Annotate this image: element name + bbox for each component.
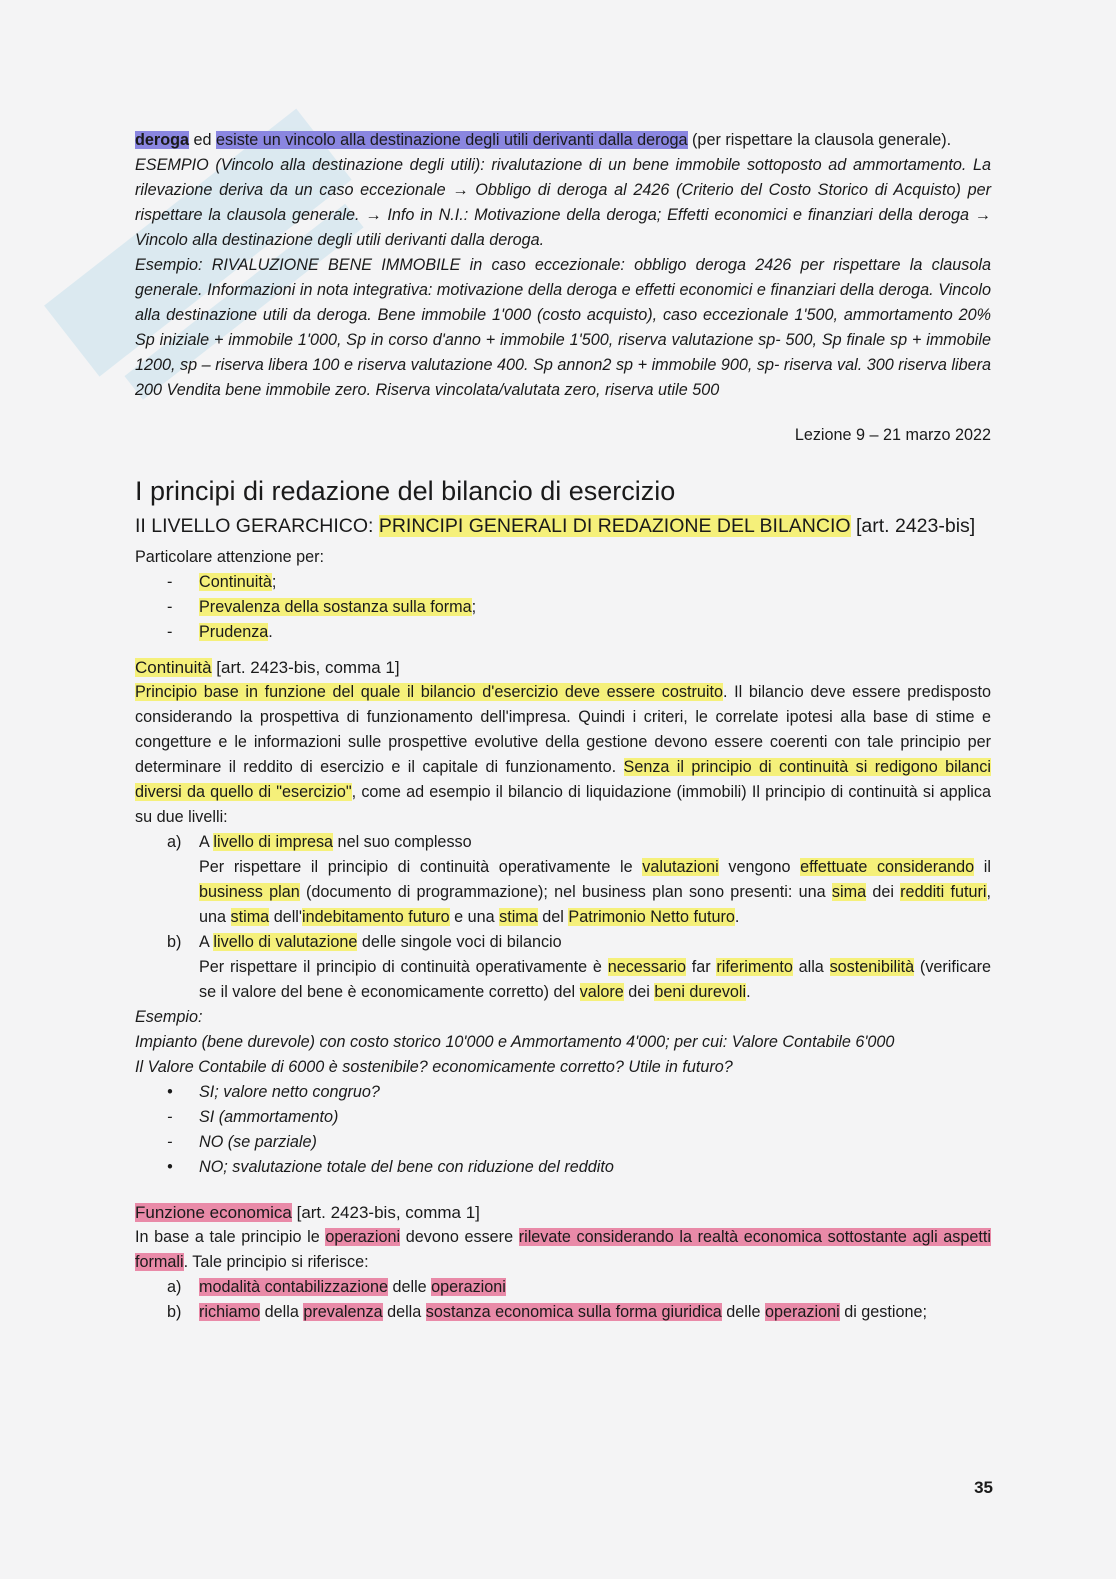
- example-line-1: Impianto (bene durevole) con costo storico 10'000 e Ammortamento 4'000; per cui: Valore Contabile 6'000: [135, 1033, 895, 1051]
- level-highlight: PRINCIPI GENERALI DI REDAZIONE DEL BILANCIO: [378, 515, 851, 537]
- page-number: 35: [974, 1478, 993, 1497]
- principle-suffix: ;: [471, 598, 477, 616]
- attention-label: Particolare attenzione per:: [135, 548, 324, 566]
- list-item: • NO; svalutazione totale del bene con riduzione del reddito: [167, 1158, 614, 1176]
- continuity-text-2: , come ad esempio il bilancio di liquidazione (immobili) Il principio di continuità si applica su due livelli:: [135, 783, 991, 826]
- principle-suffix: ;: [271, 573, 277, 591]
- principle-label: Continuità: [199, 573, 272, 591]
- continuity-text-1: . Il bilancio deve essere predisposto considerando la prospettiva di funzionamento dell'impresa. Quindi i criteri, le correlate ipotesi alla base di stime e congetture e le informazioni sulle prospettive evolutive della gestione devono essere coerenti con tale principio per determinare il reddito di esercizio e il capitale di funzionamento.: [135, 683, 991, 776]
- continuity-highlight-2: Senza il principio di continuità si redigono bilanci diversi da quello di "esercizio": [135, 758, 991, 801]
- item-text: delle singole voci di bilancio: [357, 933, 562, 951]
- item-text: A: [199, 933, 214, 951]
- level-b-description: Per rispettare il principio di continuità operativamente è necessario far riferimento alla sostenibilità (verificare se il valore del bene è economicamente corretto) del valore dei beni durevoli.: [199, 958, 991, 1001]
- item-text: A: [199, 833, 214, 851]
- principle-suffix: .: [268, 623, 273, 641]
- level-a-item: [135, 830, 991, 855]
- level-a-description: Per rispettare il principio di continuità operativamente le valutazioni vengono effettuate considerando il business plan (documento di programmazione); nel business plan sono presenti: una sima dei redditi futuri, una stima dell'indebitamento futuro e una stima del Patrimonio Netto futuro.: [199, 858, 991, 926]
- economic-item-b: b) richiamo della prevalenza della sostanza economica sulla forma giuridica delle operazioni di gestione;: [167, 1303, 927, 1321]
- lesson-date: Lezione 9 – 21 marzo 2022: [794, 426, 991, 444]
- economic-ref: [art. 2423-bis, comma 1]: [291, 1203, 480, 1222]
- continuity-highlight-1: Principio base in funzione del quale il bilancio d'esercizio deve essere costruito: [135, 683, 723, 701]
- example-label: Esempio:: [135, 1008, 203, 1026]
- economic-title: Funzione economica: [135, 1203, 292, 1222]
- highlight-vincolo: esiste un vincolo alla destinazione degli utili derivanti dalla deroga: [216, 131, 688, 149]
- principle-label: Prevalenza della sostanza sulla forma: [199, 598, 472, 616]
- example-2: Esempio: RIVALUZIONE BENE IMMOBILE in caso eccezionale: obbligo deroga 2426 per rispettare la clausola generale. Informazioni in nota integrativa: motivazione della deroga e effetti economici e finanziari della deroga. Vincolo alla destinazione utili da deroga. Bene immobile 1'000 (costo acquisto), caso eccezionale 1'500, ammortamento 20% Sp iniziale + immobile 1'000, Sp in corso d'anno + immobile 1'500, riserva valutazione sp- 500, Sp finale sp + immobile 1200, sp – riserva libera 100 e riserva valutazione 400. Sp annon2 sp + immobile 900, sp- riserva val. 300 riserva libera 200 Vendita bene immobile zero. Riserva vincolata/valutata zero, riserva utile 500: [135, 256, 991, 399]
- highlight-deroga: deroga: [135, 131, 189, 149]
- example-1: ESEMPIO (Vincolo alla destinazione degli utili): rivalutazione di un bene immobile sottoposto ad ammortamento. La rilevazione deriva da un caso eccezionale → Obbligo di deroga al 2426 (Criterio del Costo Storico di Acquisto) per rispettare la clausola generale. → Info in N.I.: Motivazione della deroga; Effetti economici e finanziari della deroga → Vincolo alla destinazione degli utili derivanti dalla deroga.: [135, 156, 991, 249]
- principle-label: Prudenza: [199, 623, 269, 641]
- list-item: - NO (se parziale): [167, 1133, 317, 1151]
- continuity-paragraph: [135, 680, 991, 830]
- level-b-item: [135, 930, 991, 955]
- economic-item-a: a) modalità contabilizzazione delle operazioni: [167, 1278, 506, 1296]
- list-item: - Prudenza.: [167, 623, 273, 641]
- item-text: nel suo complesso: [333, 833, 472, 851]
- principles-list: [135, 570, 991, 645]
- intro-paragraph: [135, 128, 991, 153]
- item-highlight: livello di valutazione: [213, 933, 358, 951]
- item-mark: b): [167, 933, 182, 951]
- list-item: - Continuità;: [167, 573, 277, 591]
- economic-heading: [135, 1200, 991, 1225]
- intro-text-1: ed: [188, 131, 216, 149]
- level-heading: [135, 512, 991, 541]
- list-item: - Prevalenza della sostanza sulla forma;: [167, 598, 477, 616]
- example-line-2: Il Valore Contabile di 6000 è sostenibile? economicamente corretto? Utile in futuro?: [135, 1058, 733, 1076]
- example-list: [135, 1080, 991, 1180]
- level-prefix: II LIVELLO GERARCHICO:: [135, 515, 379, 537]
- continuity-ref: [art. 2423-bis, comma 1]: [211, 658, 400, 677]
- continuity-heading: [135, 655, 991, 680]
- continuity-title: Continuità: [135, 658, 212, 677]
- list-item: • SI; valore netto congruo?: [167, 1083, 380, 1101]
- item-mark: a): [167, 833, 182, 851]
- section-title: I principi di redazione del bilancio di esercizio: [135, 476, 676, 506]
- list-item: - SI (ammortamento): [167, 1108, 339, 1126]
- level-suffix: [art. 2423-bis]: [850, 515, 976, 537]
- intro-text-2: (per rispettare la clausola generale).: [687, 131, 952, 149]
- economic-paragraph: In base a tale principio le operazioni devono essere rilevate considerando la realtà economica sottostante agli aspetti formali. Tale principio si riferisce:: [135, 1228, 991, 1271]
- item-highlight: livello di impresa: [213, 833, 334, 851]
